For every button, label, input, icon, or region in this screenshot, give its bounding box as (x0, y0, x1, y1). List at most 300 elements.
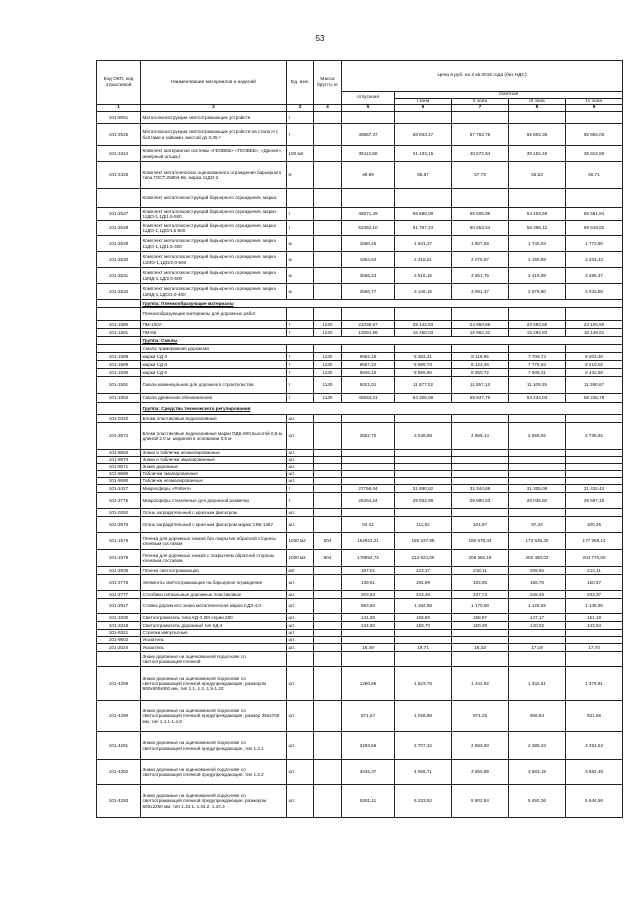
cell-code (97, 189, 141, 208)
cell-code: 101-2527 (97, 208, 141, 221)
table-row (97, 252, 623, 268)
cell-unit: т (287, 493, 314, 509)
cell-unit: шт. (287, 785, 314, 818)
table-row (97, 112, 623, 124)
cell-code: 101-1578 (97, 533, 141, 550)
cell-zone-3 (509, 450, 566, 457)
cell-mass (314, 509, 342, 517)
column-number-row (97, 105, 623, 112)
cell-unit: т (287, 361, 314, 369)
cell-mass (314, 478, 342, 485)
cell-release-price: 6952,16 (342, 353, 395, 361)
table-row (97, 599, 623, 614)
cell-zone-4: 2 233,43 (566, 252, 623, 268)
cell-zone-3 (509, 630, 566, 637)
header-name: Наименование материалов и изделий (141, 61, 287, 105)
cell-name: Огонь заградительный с красным фильтром (141, 509, 287, 517)
cell-name: ПМ-86 (141, 329, 287, 337)
cell-zone-1 (395, 464, 452, 471)
cell-zone-3: 5 492,36 (509, 785, 566, 818)
cell-zone-3: 1 740,03 (509, 236, 566, 252)
cell-zone-4 (566, 637, 623, 644)
cell-zone-3: 173 635,40 (509, 533, 566, 550)
cell-mass (314, 112, 342, 124)
cell-mass (314, 208, 342, 221)
cell-release-price: 93.42 (342, 517, 395, 533)
cell-zone-1 (395, 509, 452, 517)
cell-release-price (342, 189, 395, 208)
cell-zone-1 (395, 630, 452, 637)
cell-unit (287, 189, 314, 208)
cell-code: 101-2532 (97, 284, 141, 300)
cell-zone-1 (395, 415, 452, 423)
cell-mass (314, 652, 342, 667)
cell-name: Металлоконструкции светоотражающих устройств на стали Н с болтами и гайками, массой до 0,05 т (141, 124, 287, 146)
cell-release-price: 21030,67 (342, 321, 395, 329)
cell-zone-3: 7 775,94 (509, 361, 566, 369)
cell-code: 101-2024 (97, 644, 141, 652)
cell-name: ПМ-100А (141, 321, 287, 329)
cell-release-price (342, 415, 395, 423)
cell-mass (314, 517, 342, 533)
cell-zone-2: 1 807,58 (452, 236, 509, 252)
column-number: 6 (395, 105, 452, 112)
cell-name: Комплект материалов системы «ГЕОВЕБ» «ГЕОВЕБ», «Дрениг», анкерный штырь) (141, 146, 287, 162)
cell-mass (314, 732, 342, 760)
cell-zone-2: 158,97 (452, 614, 509, 622)
column-number: 7 (452, 105, 509, 112)
cell-code (97, 337, 141, 345)
cell-unit: шт. (287, 575, 314, 591)
table-row (97, 637, 623, 644)
cell-name: Комплект металлоконструкций барьерного ограждения, марка: (141, 189, 287, 208)
cell-zone-2 (452, 637, 509, 644)
cell-name: Комплект металлоконструкций барьерного ограждения, марка 11ДО-1,1ДО/1,5-500 (141, 221, 287, 236)
cell-zone-2: 2 868,14 (452, 423, 509, 450)
cell-zone-4 (566, 630, 623, 637)
cell-name: Знаки и таблички неэмалированные (141, 450, 287, 457)
cell-mass (314, 575, 342, 591)
cell-mass (314, 268, 342, 284)
cell-zone-3: 53 234,03 (509, 394, 566, 403)
cell-zone-1: 58 843,47 (395, 124, 452, 146)
cell-release-price: 27758,04 (342, 485, 395, 493)
cell-zone-4 (566, 464, 623, 471)
cell-zone-1: 223,37 (395, 567, 452, 575)
cell-code: 101-4292 (97, 760, 141, 785)
cell-zone-2: 3 091,37 (452, 284, 509, 300)
cell-name: Таблички неэмалированные (141, 478, 287, 485)
cell-unit: 100 м2 (287, 146, 314, 162)
cell-zone-4 (566, 471, 623, 478)
cell-zone-4 (566, 345, 623, 353)
cell-zone-3 (509, 478, 566, 485)
cell-code (97, 345, 141, 353)
cell-mass (314, 701, 342, 732)
cell-zone-4: 8 210,02 (566, 361, 623, 369)
cell-code: 101-1589 (97, 361, 141, 369)
cell-zone-3: 147,17 (509, 614, 566, 622)
cell-code: 101-0320 (97, 415, 141, 423)
cell-zone-3: 55,63 (509, 162, 566, 189)
cell-unit: шт. (287, 760, 314, 785)
cell-mass: 1130 (314, 394, 342, 403)
cell-zone-4: 143,84 (566, 622, 623, 630)
cell-zone-4: 55 551,84 (566, 208, 623, 221)
table-row (97, 321, 623, 329)
column-number: 1 (97, 105, 141, 112)
cell-zone-1: 61 767,24 (395, 221, 452, 236)
table-row (97, 785, 623, 818)
cell-zone-4: 3 485,37 (566, 268, 623, 284)
cell-mass (314, 630, 342, 637)
table-row (97, 221, 623, 236)
table-row (97, 701, 623, 732)
cell-release-price: 49867.37 (342, 124, 395, 146)
cell-mass: 1220 (314, 321, 342, 329)
cell-zone-3: 15 294,83 (509, 329, 566, 337)
cell-release-price: 154921,21 (342, 533, 395, 550)
cell-name: Комплект металлоконструкций барьерного ограждения, марки 11ДО-1,1Д/1,5-500 (141, 208, 287, 221)
cell-zone-4: 204 770,50 (566, 550, 623, 567)
cell-code: 101-9051 (97, 112, 141, 124)
cell-zone-3: 1 126,92 (509, 599, 566, 614)
cell-zone-2: 237,73 (452, 591, 509, 599)
table-row (97, 189, 623, 208)
cell-zone-1: 2 318,51 (395, 252, 452, 268)
cell-name: Металлоконструкции светоотражающих устройств (141, 112, 287, 124)
cell-zone-3: 58 396,12 (509, 221, 566, 236)
cell-zone-1: 213 624,06 (395, 550, 452, 567)
cell-zone-2: 974,25 (452, 701, 509, 732)
cell-code: 101-2775 (97, 493, 141, 509)
cell-name: Знаки дорожные на оцинкованной подоснове со светоотражающей пленкой предупреждающие, размер 350х700 мм, тип 1.4.1-1.4.6 (141, 701, 287, 732)
cell-zone-4: 59 519,82 (566, 221, 623, 236)
cell-mass: 1130 (314, 353, 342, 361)
cell-code: 101-0292 (97, 509, 141, 517)
cell-zone-2 (452, 415, 509, 423)
cell-release-price: 25254,24 (342, 493, 395, 509)
cell-zone-3: 11 109,35 (509, 377, 566, 394)
table-row (97, 667, 623, 701)
table-row (97, 622, 623, 630)
cell-name: Стойка дорожного знака металлическая марка СДЗ-4,0 (141, 599, 287, 614)
cell-zone-2: 2 563,60 (452, 732, 509, 760)
table-row (97, 284, 623, 300)
cell-mass (314, 146, 342, 162)
cell-unit: т (287, 124, 314, 146)
cell-zone-2 (452, 471, 509, 478)
cell-code (97, 300, 141, 308)
cell-code: 101-2530 (97, 252, 141, 268)
cell-zone-3: 23 583,55 (509, 321, 566, 329)
cell-unit: т (287, 112, 314, 124)
cell-mass (314, 785, 342, 818)
cell-name: Таблички эмалированные (141, 471, 287, 478)
cell-release-price (342, 457, 395, 464)
cell-mass (314, 423, 342, 450)
cell-release-price: 6657,42 (342, 361, 395, 369)
cell-code: 101-1580 (97, 321, 141, 329)
cell-zone-3 (509, 112, 566, 124)
cell-mass (314, 252, 342, 268)
cell-release-price: 6846,15 (342, 369, 395, 377)
cell-name: Знаки дорожные на оцинкованной подоснове со светоотражающей пленкой (141, 652, 287, 667)
cell-zone-2 (452, 308, 509, 321)
header-mass: Масса брутто, кг (314, 61, 342, 105)
cell-unit: шт. (287, 464, 314, 471)
cell-unit: т (287, 208, 314, 221)
cell-unit: шт. (287, 630, 314, 637)
cell-zone-4: 233,37 (566, 591, 623, 599)
cell-release-price: 2293,66 (342, 732, 395, 760)
cell-unit: шт. (287, 457, 314, 464)
cell-release-price: 8421,01 (342, 377, 395, 394)
cell-zone-1: 29 832,99 (395, 493, 452, 509)
header-zone-3: III зона (509, 98, 566, 105)
cell-mass (314, 162, 342, 189)
table-row (97, 614, 623, 622)
cell-zone-1: 166,80 (395, 614, 452, 622)
group-title: Группа: Средства технического регулирования (141, 403, 623, 415)
cell-zone-1: 8 382,21 (395, 353, 452, 361)
cell-unit: шт. (287, 517, 314, 533)
cell-zone-4: 17,70 (566, 644, 623, 652)
cell-code: 101-9571 (97, 464, 141, 471)
cell-zone-4: 31 432,42 (566, 485, 623, 493)
header-price-title: Цена в руб. на 2 кв 2015 года (без НДС) (342, 61, 623, 92)
cell-zone-2 (452, 630, 509, 637)
cell-zone-1: 8 089,73 (395, 361, 452, 369)
cell-zone-3 (509, 464, 566, 471)
table-row (97, 236, 623, 252)
cell-name: Комплект металлических оцинкованного ограждения барьерного типа ГОСТ 26804-86, марка 11ДО-2 (141, 162, 287, 189)
cell-zone-2: 1 442,92 (452, 667, 509, 701)
cell-zone-2 (452, 652, 509, 667)
cell-zone-2: 57,79 (452, 162, 509, 189)
cell-zone-1: 1 192,58 (395, 599, 452, 614)
cell-name: марки СД-4 (141, 361, 287, 369)
column-number: 4 (314, 105, 342, 112)
cell-zone-1 (395, 345, 452, 353)
table-row (97, 162, 623, 189)
cell-name: Огонь заградительный с красным фильтром марки СКБ-1487 (141, 517, 287, 533)
cell-name: Комплект металлоконструкций барьерного ограждения, марка 11МО-1,1ДО/2,0-500 (141, 252, 287, 268)
table-row (97, 493, 623, 509)
cell-name: Знаки дорожные на оцинкованной подоснове со светоотражающей пленкой предупреждающие, размером 500х2250 мм, тип 1.34.1, 1.34.2, 1.34.3 (141, 785, 287, 818)
cell-mass: 504 (314, 550, 342, 567)
cell-zone-3: 31 305,08 (509, 485, 566, 493)
cell-release-price: 203,83 (342, 591, 395, 599)
cell-release-price (342, 308, 395, 321)
table-row (97, 369, 623, 377)
cell-zone-2 (452, 450, 509, 457)
cell-mass (314, 457, 342, 464)
cell-zone-2: 2 275,97 (452, 252, 509, 268)
cell-zone-3: 7 908,31 (509, 369, 566, 377)
cell-zone-3: 28 035,92 (509, 493, 566, 509)
cell-release-price: 178854,72 (342, 550, 395, 567)
cell-release-price: 1560,46 (342, 236, 395, 252)
header-zone-4: IV зона (566, 98, 623, 105)
cell-unit: кг (287, 162, 314, 189)
cell-unit: шт. (287, 701, 314, 732)
cell-zone-1: 25 142,93 (395, 321, 452, 329)
cell-name: Элементы светоотражающие на барьерное ограждение (141, 575, 287, 591)
group-row (97, 403, 623, 415)
cell-zone-2: 8 118,95 (452, 353, 509, 361)
column-number: 5 (342, 105, 395, 112)
cell-zone-2: 3 551,76 (452, 268, 509, 284)
cell-zone-3 (509, 471, 566, 478)
cell-zone-1 (395, 450, 452, 457)
table-row (97, 146, 623, 162)
cell-zone-4: 3 033,58 (566, 284, 623, 300)
cell-zone-4: 151,18 (566, 614, 623, 622)
cell-release-price: 52362,10 (342, 221, 395, 236)
cell-release-price: 3066,23 (342, 268, 395, 284)
cell-zone-2: 60 653,54 (452, 221, 509, 236)
cell-unit: шт. (287, 509, 314, 517)
cell-unit: т (287, 329, 314, 337)
cell-unit: м (287, 284, 314, 300)
cell-zone-3 (509, 457, 566, 464)
cell-mass (314, 567, 342, 575)
cell-zone-1 (395, 189, 452, 208)
table-row (97, 329, 623, 337)
table-row (97, 478, 623, 485)
cell-name: Микросферы «Potters» (141, 485, 287, 493)
table-row (97, 567, 623, 575)
cell-code: 101-1581 (97, 329, 141, 337)
cell-name: Смола древесная обезвоженная (141, 394, 287, 403)
cell-code: 101-2425 (97, 162, 141, 189)
cell-zone-3: 55 804,38 (509, 124, 566, 146)
cell-zone-4: 100,25 (566, 517, 623, 533)
cell-release-price: 49.89 (342, 162, 395, 189)
cell-zone-3: 54 403,69 (509, 208, 566, 221)
cell-zone-2 (452, 478, 509, 485)
cell-zone-3: 3 418,98 (509, 268, 566, 284)
cell-code: 101-3200 (97, 614, 141, 622)
cell-zone-1: 3 618,15 (395, 268, 452, 284)
cell-zone-3 (509, 415, 566, 423)
cell-mass (314, 236, 342, 252)
cell-unit: шт. (287, 622, 314, 630)
cell-unit: т (287, 221, 314, 236)
table-row (97, 760, 623, 785)
cell-release-price: 134,50 (342, 622, 395, 630)
cell-code: 101-2526 (97, 124, 141, 146)
cell-name: Знаки дорожные на оцинкованной подоснове со светоотражающей пленкой предупреждающие, размером 900х900х900 мм, тип 1.1, 1.2, 1.5-1.33 (141, 667, 287, 701)
cell-zone-1: 8 855,60 (395, 369, 452, 377)
cell-unit: шт. (287, 450, 314, 457)
cell-release-price (342, 478, 395, 485)
cell-zone-4: 56 684,00 (566, 124, 623, 146)
cell-release-price (342, 509, 395, 517)
cell-name: Микросферы стеклянные для дорожной разметки (141, 493, 287, 509)
cell-mass: 1220 (314, 329, 342, 337)
cell-unit: шт. (287, 478, 314, 485)
cell-code: 101-1579 (97, 550, 141, 567)
cell-code: 101-9602 (97, 637, 141, 644)
cell-code: 101-9560 (97, 450, 141, 457)
cell-zone-1: 1 523,78 (395, 667, 452, 701)
cell-zone-4 (566, 457, 623, 464)
cell-mass (314, 450, 342, 457)
cell-zone-1: 1 841,37 (395, 236, 452, 252)
cell-name: Светоотражатель типа КД-3 ЗМ серии 290 (141, 614, 287, 622)
cell-zone-3: 200 460,03 (509, 550, 566, 567)
cell-zone-2: 5 902,84 (452, 785, 509, 818)
cell-release-price: 5281,11 (342, 785, 395, 818)
cell-unit: м (287, 236, 314, 252)
cell-code: 101-2531 (97, 268, 141, 284)
cell-zone-3: 2 190,88 (509, 252, 566, 268)
cell-mass (314, 485, 342, 493)
cell-zone-1: 31 890,62 (395, 485, 452, 493)
cell-zone-3: 17,19 (509, 644, 566, 652)
cell-zone-3: 140,02 (509, 622, 566, 630)
cell-release-price: 3445,37 (342, 760, 395, 785)
cell-name: Пленка для дорожных знаков с покрытием обратной стороны клеевым составом (141, 550, 287, 567)
cell-release-price: 871,67 (342, 701, 395, 732)
cell-mass (314, 637, 342, 644)
cell-code: 101-4290 (97, 701, 141, 732)
cell-zone-3 (509, 637, 566, 644)
cell-zone-2 (452, 457, 509, 464)
cell-zone-1: 11 877,02 (395, 377, 452, 394)
cell-zone-1: 158,70 (395, 622, 452, 630)
column-number: 2 (141, 105, 287, 112)
cell-name: Комплект металлоконструкций барьерного ограждения, марка 11МД-1,1Д/2,0-500 (141, 268, 287, 284)
cell-mass (314, 493, 342, 509)
page-number: 53 (315, 34, 325, 43)
cell-zone-4: 58 226,78 (566, 394, 623, 403)
cell-unit: шт. (287, 644, 314, 652)
cell-name: Комплект металлоконструкций барьерного ограждения, марка 11ДО-1,1Д/1,5-300 (141, 236, 287, 252)
cell-zone-4: 16 148,61 (566, 329, 623, 337)
cell-code (97, 403, 141, 415)
cell-zone-1: 2 707,32 (395, 732, 452, 760)
cell-zone-1 (395, 457, 452, 464)
cell-mass (314, 308, 342, 321)
cell-name: Указатель (141, 637, 287, 644)
table-row (97, 533, 623, 550)
cell-unit: т (287, 377, 314, 394)
cell-code: 101-2777 (97, 591, 141, 599)
cell-zone-3 (509, 652, 566, 667)
cell-unit: м (287, 252, 314, 268)
cell-zone-4: 160,67 (566, 575, 623, 591)
cell-zone-2: 18,33 (452, 644, 509, 652)
cell-release-price: 993,50 (342, 599, 395, 614)
cell-name: Столбики сигнальные дорожные пластиковые (141, 591, 287, 599)
header-estimate: Сметная (395, 92, 623, 99)
cell-unit: т (287, 485, 314, 493)
cell-mass (314, 345, 342, 353)
cell-release-price: 141,36 (342, 614, 395, 622)
cell-release-price: 46871,29 (342, 208, 395, 221)
cell-unit: шт. (287, 423, 314, 450)
cell-name: Знаки дорожные (141, 464, 287, 471)
cell-mass (314, 760, 342, 785)
cell-mass (314, 284, 342, 300)
cell-name: марки СД-3 (141, 353, 287, 361)
cell-zone-2 (452, 112, 509, 124)
cell-zone-1 (395, 471, 452, 478)
cell-zone-1: 58,87 (395, 162, 452, 189)
